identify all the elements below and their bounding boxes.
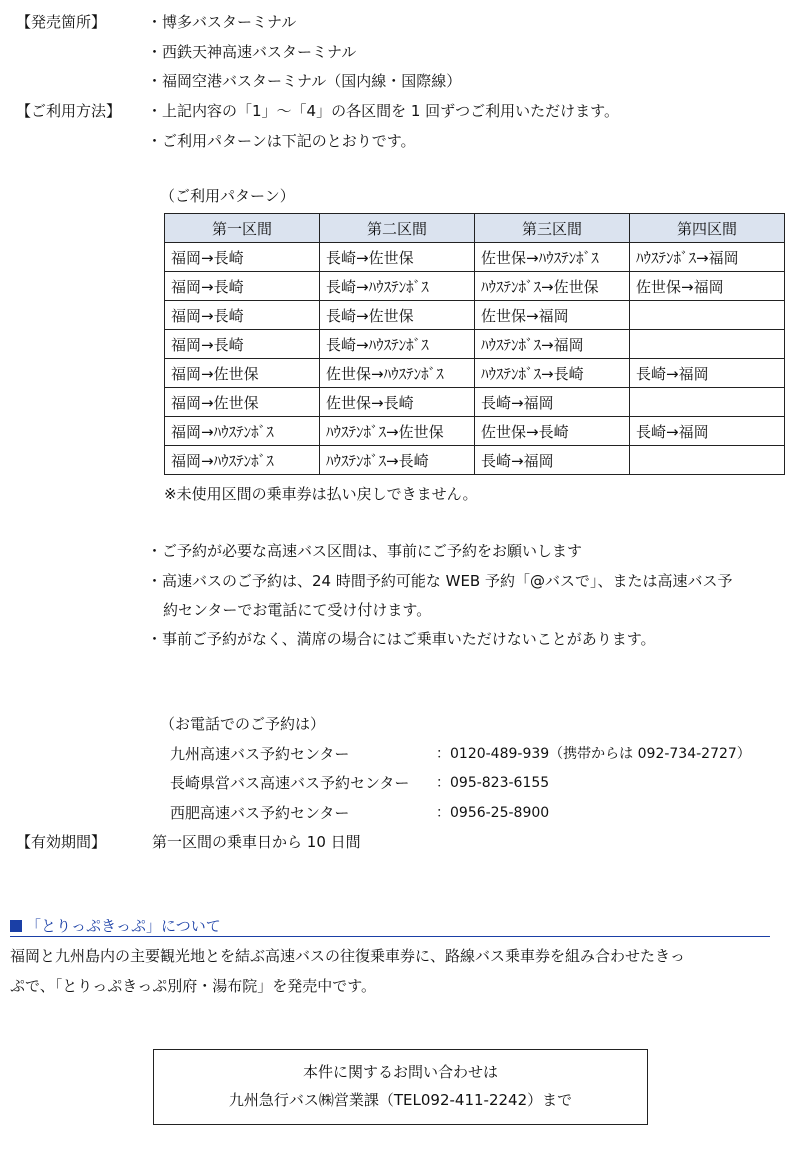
table-cell: ﾊｳｽﾃﾝﾎﾞｽ→長崎 <box>320 446 475 475</box>
table-cell <box>630 330 785 359</box>
usage-line: ・ご利用パターンは下記のとおりです。 <box>147 132 416 150</box>
table-row <box>165 243 785 272</box>
column-header: 第三区間 <box>475 214 630 243</box>
table-row <box>165 359 785 388</box>
usage-line: ・上記内容の「1」～「4」の各区間を 1 回ずつご利用いただけます。 <box>147 102 619 120</box>
phone-number: ：0956-25-8900 <box>436 805 550 821</box>
table-row <box>165 388 785 417</box>
table-cell: 福岡→ﾊｳｽﾃﾝﾎﾞｽ <box>165 417 320 446</box>
phone-center-name: 西肥高速バス予約センター <box>170 804 350 822</box>
sales-location: ・博多バスターミナル <box>147 13 297 31</box>
table-cell: 福岡→長崎 <box>165 243 320 272</box>
refund-note: ※未使用区間の乗車券は払い戻しできません。 <box>164 485 478 503</box>
pattern-table-caption: （ご利用パターン） <box>160 187 295 205</box>
table-cell <box>630 301 785 330</box>
reservation-note: 約センターでお電話にて受け付けます。 <box>163 601 432 619</box>
table-cell: 佐世保→ﾊｳｽﾃﾝﾎﾞｽ <box>475 243 630 272</box>
inquiry-contact: 九州急行バス㈱営業課（TEL092-411-2242）まで <box>228 1091 573 1109</box>
table-cell: 長崎→福岡 <box>475 446 630 475</box>
table-cell: 福岡→佐世保 <box>165 359 320 388</box>
table-row <box>165 446 785 475</box>
validity-label: 【有効期間】 <box>16 833 107 851</box>
about-section-title <box>10 916 221 936</box>
usage-label: 【ご利用方法】 <box>16 102 122 120</box>
table-cell: 佐世保→長崎 <box>475 417 630 446</box>
validity-text: 第一区間の乗車日から 10 日間 <box>152 833 361 851</box>
table-cell: 長崎→ﾊｳｽﾃﾝﾎﾞｽ <box>320 272 475 301</box>
reservation-note: ・ご予約が必要な高速バス区間は、事前にご予約をお願いします <box>147 542 583 560</box>
table-cell: 福岡→長崎 <box>165 330 320 359</box>
table-cell <box>630 446 785 475</box>
table-cell: 福岡→佐世保 <box>165 388 320 417</box>
table-cell: ﾊｳｽﾃﾝﾎﾞｽ→佐世保 <box>320 417 475 446</box>
table-cell: 長崎→ﾊｳｽﾃﾝﾎﾞｽ <box>320 330 475 359</box>
table-cell <box>630 388 785 417</box>
section-divider <box>10 936 770 937</box>
phone-heading: （お電話でのご予約は） <box>160 715 326 733</box>
table-cell: ﾊｳｽﾃﾝﾎﾞｽ→福岡 <box>475 330 630 359</box>
phone-center-name: 長崎県営バス高速バス予約センター <box>170 774 410 792</box>
table-cell: 長崎→福岡 <box>630 417 785 446</box>
table-cell: ﾊｳｽﾃﾝﾎﾞｽ→福岡 <box>630 243 785 272</box>
table-cell: 佐世保→福岡 <box>630 272 785 301</box>
square-bullet-icon <box>10 920 22 932</box>
table-cell: 佐世保→ﾊｳｽﾃﾝﾎﾞｽ <box>320 359 475 388</box>
about-body-line: ぷで、「とりっぷきっぷ別府・湯布院」を発売中です。 <box>10 977 377 995</box>
sales-location: ・福岡空港バスターミナル（国内線・国際線） <box>147 72 462 90</box>
table-cell: ﾊｳｽﾃﾝﾎﾞｽ→佐世保 <box>475 272 630 301</box>
reservation-note: ・事前ご予約がなく、満席の場合にはご乗車いただけないことがあります。 <box>147 630 656 648</box>
column-header: 第四区間 <box>630 214 785 243</box>
table-cell: 福岡→長崎 <box>165 272 320 301</box>
table-row <box>165 272 785 301</box>
table-row <box>165 417 785 446</box>
table-row <box>165 330 785 359</box>
table-header-row <box>165 214 785 243</box>
phone-number: ：095-823-6155 <box>436 775 550 791</box>
table-cell: 福岡→ﾊｳｽﾃﾝﾎﾞｽ <box>165 446 320 475</box>
table-cell: 福岡→長崎 <box>165 301 320 330</box>
table-row <box>165 301 785 330</box>
inquiry-box <box>153 1049 648 1125</box>
phone-number: ：0120-489-939（携帯からは 092-734-2727） <box>436 746 751 762</box>
table-cell: 佐世保→福岡 <box>475 301 630 330</box>
phone-center-name: 九州高速バス予約センター <box>170 745 350 763</box>
table-cell: 長崎→佐世保 <box>320 243 475 272</box>
reservation-note: ・高速バスのご予約は、24 時間予約可能な WEB 予約「@バスで」、または高速バス予 <box>147 572 733 590</box>
table-cell: 長崎→福岡 <box>630 359 785 388</box>
column-header: 第二区間 <box>320 214 475 243</box>
table-cell: 佐世保→長崎 <box>320 388 475 417</box>
table-cell: ﾊｳｽﾃﾝﾎﾞｽ→長崎 <box>475 359 630 388</box>
table-cell: 長崎→福岡 <box>475 388 630 417</box>
table-cell: 長崎→佐世保 <box>320 301 475 330</box>
sales-label: 【発売箇所】 <box>16 13 107 31</box>
inquiry-line: 本件に関するお問い合わせは <box>302 1063 498 1081</box>
about-title-text: 「とりっぷきっぷ」について <box>26 917 221 935</box>
about-body-line: 福岡と九州島内の主要観光地とを結ぶ高速バスの往復乗車券に、路線バス乗車券を組み合わせたきっ <box>10 947 686 965</box>
sales-location: ・西鉄天神高速バスターミナル <box>147 43 357 61</box>
column-header: 第一区間 <box>165 214 320 243</box>
usage-pattern-table <box>164 213 785 475</box>
